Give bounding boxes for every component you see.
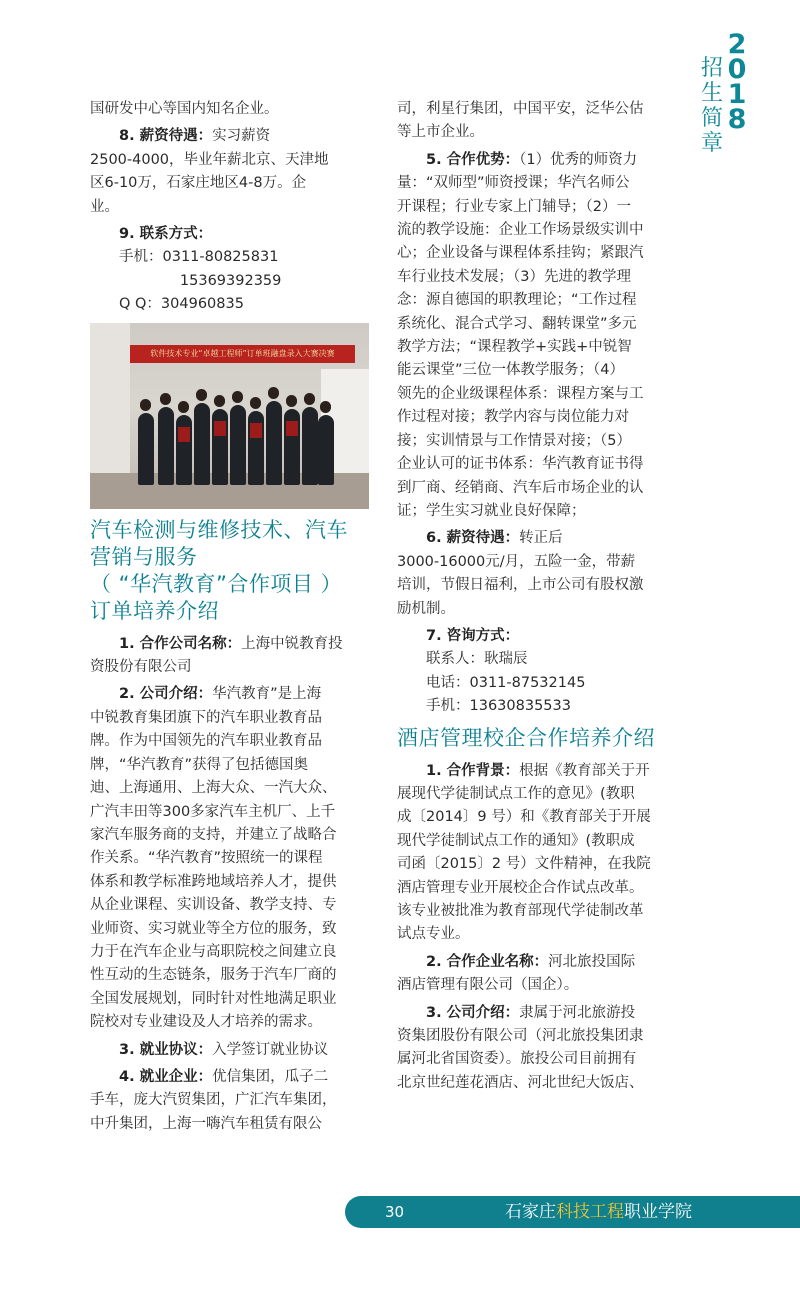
group-photo bbox=[90, 323, 369, 509]
section-label: 4. 就业企业： bbox=[119, 1068, 213, 1085]
footer-bar bbox=[345, 1196, 800, 1228]
section-label: 2. 合作企业名称： bbox=[426, 953, 549, 970]
photo-person-head bbox=[196, 389, 207, 401]
section-label: 1. 合作公司名称： bbox=[119, 635, 242, 652]
photo-person-head bbox=[320, 401, 331, 413]
section-label: 1. 合作背景： bbox=[426, 762, 520, 779]
section-heading: 汽车检测与维修技术、汽车 营销与服务 （ “华汽教育”合作项目 ） 订单培养介绍 bbox=[90, 517, 348, 623]
mobile-line: 15369392359 bbox=[179, 272, 282, 289]
section-label: 8. 薪资待遇： bbox=[119, 128, 213, 145]
school-name: 石家庄科技工程职业学院 bbox=[505, 1202, 692, 1222]
section-label: 9. 联系方式： bbox=[119, 226, 213, 243]
section-label: 5. 合作优势： bbox=[426, 151, 520, 168]
brochure-side-tab bbox=[690, 0, 800, 156]
title-char: 简 bbox=[700, 106, 723, 131]
photo-person-head bbox=[178, 401, 189, 413]
certificate bbox=[178, 427, 190, 442]
photo-person-head bbox=[232, 391, 243, 403]
mobile-line: 手机：13630835533 bbox=[426, 698, 571, 715]
contact-person: 联系人：耿瑞辰 bbox=[426, 651, 528, 668]
photo-person-head bbox=[268, 387, 279, 399]
year-vertical bbox=[726, 29, 748, 135]
salary-section-2: 6. 薪资待遇：转正后 3000-16000元/月，五险一金，带薪 培训，节假日福利，上市公司有股权激 励机制。 bbox=[397, 530, 644, 617]
advantages-section: 5. 合作优势：（1）优秀的师资力 量：“双师型”师资授课；华汽名师公 开课程；行业专家上门辅导；（2）一 流的教学设施：企业工作场景级实训中 心；企业设备与课程体系挂钩；紧跟汽 车行业技术发展；（3）先进的教学理 念：源自德国的职教理论；“工作过程 系统化、混合式学习、翻转课堂”多元 教学方法；“课程教学+实践+中锐智 能云课堂”三位一体教学服务；（4） 领先的企业级课程体系：课程方案与工 作过程对接；教学内容与岗位能力对 接；实训情景与工作情景对接；（5） 企业认可的证书体系：华汽教育证书得 到厂商、经销商、汽车后市场企业的认 证；学生实习就业良好保障； bbox=[397, 151, 644, 519]
text-line: 业。 bbox=[90, 198, 119, 215]
text-line: 区6-10万，石家庄地区4-8万。企 bbox=[90, 175, 307, 192]
title-char: 招 bbox=[700, 56, 723, 81]
qq-line: Q Q：304960835 bbox=[119, 296, 244, 313]
photo-person-head bbox=[214, 395, 225, 407]
photo-person bbox=[176, 415, 192, 485]
brochure-title-vertical bbox=[700, 56, 724, 156]
contact-section bbox=[90, 223, 370, 317]
company-intro-section: 2. 公司介绍：华汽教育”是上海 中锐教育集团旗下的汽车职业教育品 牌。作为中国领先的汽车职业教育品 牌，“华汽教育”获得了包括德国奥 迪、上海通用、上海大众、一汽大众、 广汽丰田等300多家汽车主机厂、上千 家汽车服务商的支持，并建立了战略合 作关系。“华汽教育”按照统一的课程 体系和教学标准跨地域培养人才，提供 从企业课程、实训设备、教学支持、专 业师资、实习就业等全方位的服务，致 力于在汽车企业与高职院校之间建立良 性互动的生态链条，服务于汽车厂商的 全国发展规划，同时针对性地满足职业 院校对专业建设及人才培养的需求。 bbox=[90, 686, 337, 1031]
year-digit: 0 bbox=[727, 54, 747, 85]
title-char: 章 bbox=[700, 131, 723, 156]
certificate bbox=[214, 421, 226, 436]
photo-person bbox=[318, 415, 334, 485]
photo-person bbox=[302, 407, 318, 485]
year-digit: 2 bbox=[727, 29, 747, 60]
salary-section bbox=[90, 125, 370, 219]
background-section: 1. 合作背景：根据《教育部关于开 展现代学徒制试点工作的意见》(教职 成〔2014〕9 号）和《教育部关于开展 现代学徒制试点工作的通知》(教职成 司函〔2015〕2 号）文件精神，在我院 酒店管理专业开展校企合作试点改革。 该专业被批准为教育部现代学徒制改革 试点专业。 bbox=[397, 762, 651, 943]
photo-person-head bbox=[304, 393, 315, 405]
partner-intro-section: 3. 公司介绍：隶属于河北旅游投 资集团股份有限公司（河北旅投集团隶 属河北省国资委）。旅投公司目前拥有 北京世纪莲花酒店、河北世纪大饭店、 bbox=[397, 1004, 644, 1091]
certificate bbox=[286, 421, 298, 436]
page-number: 30 bbox=[385, 1203, 405, 1221]
partner-name-section: 2. 合作企业名称：河北旅投国际 酒店管理有限公司（国企）。 bbox=[397, 953, 636, 994]
text-line: 实习薪资 bbox=[212, 128, 271, 145]
photo-person-head bbox=[286, 395, 297, 407]
company-name-section: 1. 合作公司名称：上海中锐教育投 资股份有限公司 bbox=[90, 635, 343, 676]
photo-person bbox=[138, 413, 154, 485]
section-label: 3. 就业协议： bbox=[119, 1041, 213, 1058]
section-heading-hotel: 酒店管理校企合作培养介绍 bbox=[397, 725, 655, 750]
title-char: 生 bbox=[700, 81, 723, 106]
photo-person bbox=[266, 401, 282, 485]
photo-person-head bbox=[160, 393, 171, 405]
year-digit: 1 bbox=[727, 79, 747, 110]
mobile-line: 手机：0311-80825831 bbox=[119, 249, 279, 266]
right-column bbox=[397, 98, 682, 1095]
text-line: 2500-4000，毕业年薪北京、天津地 bbox=[90, 151, 329, 168]
paragraph: 国研发中心等国内知名企业。 bbox=[90, 101, 279, 117]
paragraph: 司，利星行集团，中国平安，泛华公估 等上市企业。 bbox=[397, 101, 644, 141]
year-digit: 8 bbox=[727, 104, 747, 135]
inquiry-section bbox=[397, 625, 682, 719]
photo-person-head bbox=[250, 397, 261, 409]
section-label: 3. 公司介绍： bbox=[426, 1004, 520, 1021]
section-label: 7. 咨询方式： bbox=[426, 627, 520, 644]
section-label: 2. 公司介绍： bbox=[119, 686, 213, 703]
photo-person-head bbox=[140, 399, 151, 411]
certificate bbox=[250, 423, 262, 438]
phone-line: 电话：0311-87532145 bbox=[426, 674, 586, 691]
photo-person bbox=[158, 407, 174, 485]
section-label: 6. 薪资待遇： bbox=[426, 530, 520, 547]
photo-person bbox=[194, 403, 210, 485]
photo-banner: 软件技术专业“卓越工程师”订单班融盘录入大赛决赛 bbox=[130, 345, 355, 363]
employment-agreement-section: 3. 就业协议：入学签订就业协议 bbox=[119, 1041, 329, 1058]
left-column bbox=[90, 98, 370, 1136]
employers-section: 4. 就业企业：优信集团，瓜子二 手车，庞大汽贸集团，广汇汽车集团， 中升集团，上海一嗨汽车租赁有限公 bbox=[90, 1068, 337, 1132]
photo-person bbox=[230, 405, 246, 485]
